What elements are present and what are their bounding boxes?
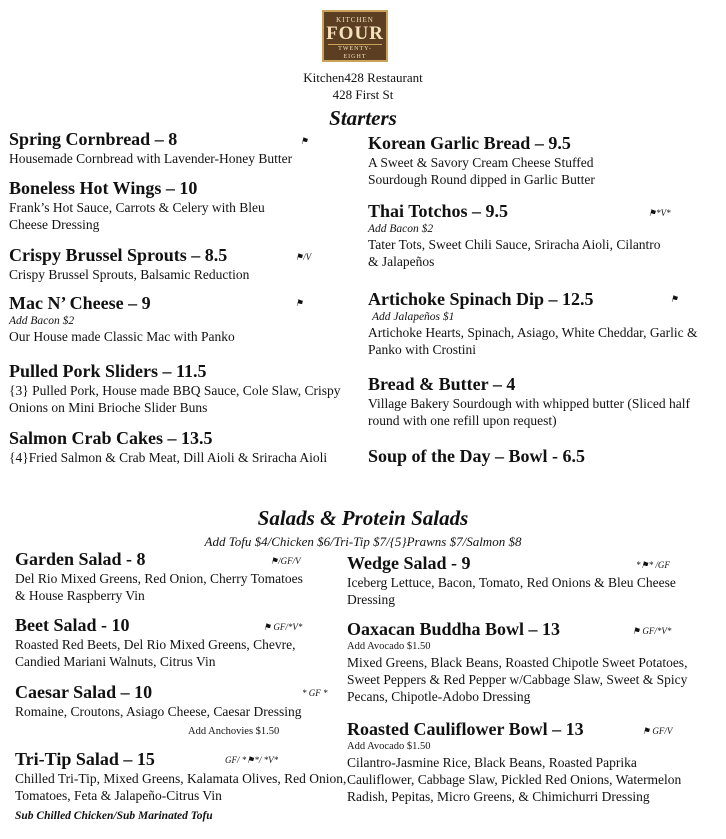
logo-main-text: FOUR: [326, 23, 384, 44]
menu-item: [15, 748, 355, 804]
menu-item: [368, 132, 708, 188]
item-name: Mac N’ Cheese – 9: [9, 293, 151, 313]
starters-heading: Starters: [329, 106, 397, 130]
dietary-tag: ⚑*V*: [648, 208, 671, 218]
item-name: Korean Garlic Bread – 9.5: [368, 133, 571, 153]
item-name: Garden Salad - 8: [15, 549, 146, 569]
item-name: Artichoke Spinach Dip – 12.5: [368, 289, 594, 309]
logo-bottom-text: TWENTY-EIGHT: [328, 44, 382, 61]
item-name: Salmon Crab Cakes – 13.5: [9, 428, 213, 448]
menu-item: [368, 445, 708, 467]
item-name: Wedge Salad - 9: [347, 553, 471, 573]
item-name: Caesar Salad – 10: [15, 682, 153, 702]
dietary-tag: * GF *: [302, 688, 328, 698]
item-description: A Sweet & Savory Cream Cheese Stuffed Sourdough Round dipped in Garlic Butter: [368, 155, 595, 187]
dietary-tag: ⚑: [295, 298, 304, 308]
item-addon: Add Bacon $2: [368, 223, 434, 235]
menu-item: [9, 427, 359, 466]
item-description: Chilled Tri-Tip, Mixed Greens, Kalamata Olives, Red Onion, Tomatoes, Feta & Jalapeño-Citrus Vin: [15, 771, 347, 803]
dietary-tag: ⚑: [300, 136, 309, 146]
dietary-tag: ⚑ GF/*V*: [263, 622, 303, 632]
item-name: Beet Salad - 10: [15, 615, 130, 635]
menu-item: [9, 292, 359, 345]
logo-top-text: KITCHEN: [336, 16, 374, 24]
menu-item: [368, 288, 708, 358]
item-description: Our House made Classic Mac with Panko: [9, 329, 235, 344]
item-description: Village Bakery Sourdough with whipped butter (Sliced half round with one refill upon request): [368, 396, 690, 428]
menu-item: [9, 177, 299, 233]
dietary-tag: *⚑* /GF: [636, 560, 670, 570]
dietary-tag: ⚑ GF/*V*: [632, 626, 672, 636]
item-addon: Add Bacon $2: [9, 315, 75, 327]
dietary-tag: ⚑ GF/V: [642, 726, 673, 736]
item-description: Tater Tots, Sweet Chili Sauce, Sriracha Aioli, Cilantro & Jalapeños: [368, 237, 661, 269]
item-name: Oaxacan Buddha Bowl – 13: [347, 619, 561, 639]
salad-substitution-note: Sub Chilled Chicken/Sub Marinated Tofu: [15, 810, 213, 822]
item-name: Bread & Butter – 4: [368, 374, 516, 394]
salads-heading: Salads & Protein Salads: [257, 506, 469, 530]
item-description: Iceberg Lettuce, Bacon, Tomato, Red Onions & Bleu Cheese Dressing: [347, 575, 676, 607]
restaurant-address: 428 First St: [332, 87, 394, 102]
item-description: Mixed Greens, Black Beans, Roasted Chipotle Sweet Potatoes, Sweet Peppers & Red Pepper w/Cabbage Slaw, Sweet & Spicy Pecans, Chipotle-Adobo Dressing: [347, 655, 688, 704]
item-addon: Add Avocado $1.50: [347, 741, 431, 752]
dietary-tag: ⚑: [670, 294, 679, 304]
restaurant-name: Kitchen428 Restaurant: [303, 70, 423, 85]
menu-item: [15, 681, 315, 720]
item-addon: Add Avocado $1.50: [347, 641, 431, 652]
item-addon: Add Jalapeños $1: [372, 311, 455, 323]
item-description: Del Rio Mixed Greens, Red Onion, Cherry Tomatoes & House Raspberry Vin: [15, 571, 303, 603]
dietary-tag: ⚑/V: [295, 252, 312, 262]
item-description: {4}Fried Salmon & Crab Meat, Dill Aioli & Sriracha Aioli: [9, 450, 328, 465]
item-addon: Add Anchovies $1.50: [188, 726, 280, 737]
restaurant-logo: [322, 10, 388, 62]
item-name: Soup of the Day – Bowl - 6.5: [368, 446, 586, 466]
item-name: Crispy Brussel Sprouts – 8.5: [9, 245, 228, 265]
item-description: Housemade Cornbread with Lavender-Honey Butter: [9, 151, 293, 166]
item-description: Crispy Brussel Sprouts, Balsamic Reduction: [9, 267, 250, 282]
dietary-tag: GF/ *⚑*/ *V*: [225, 755, 279, 765]
item-name: Thai Totchos – 9.5: [368, 201, 509, 221]
item-description: Romaine, Croutons, Asiago Cheese, Caesar Dressing: [15, 704, 302, 719]
item-description: Frank’s Hot Sauce, Carrots & Celery with Bleu Cheese Dressing: [9, 200, 265, 232]
salads-protein-addons: Add Tofu $4/Chicken $6/Tri-Tip $7/{5}Prawns $7/Salmon $8: [204, 534, 522, 549]
menu-item: [9, 244, 359, 283]
item-description: {3} Pulled Pork, House made BBQ Sauce, Cole Slaw, Crispy Onions on Mini Brioche Slider Buns: [9, 383, 341, 415]
menu-item: [9, 360, 344, 416]
item-name: Spring Cornbread – 8: [9, 129, 178, 149]
item-name: Tri-Tip Salad – 15: [15, 749, 155, 769]
item-description: Cilantro-Jasmine Rice, Black Beans, Roasted Paprika Cauliflower, Cabbage Slaw, Pickled Red Onions, Watermelon Radish, Pepitas, Micro Greens, & Chimichurri Dressing: [347, 755, 682, 804]
item-description: Roasted Red Beets, Del Rio Mixed Greens, Chevre, Candied Mariani Walnuts, Citrus Vin: [15, 637, 296, 669]
dietary-tag: ⚑/GF/V: [270, 556, 301, 566]
menu-item: [368, 373, 708, 429]
item-description: Artichoke Hearts, Spinach, Asiago, White Cheddar, Garlic & Panko with Crostini: [368, 325, 698, 357]
item-name: Pulled Pork Sliders – 11.5: [9, 361, 207, 381]
item-name: Boneless Hot Wings – 10: [9, 178, 198, 198]
menu-item: [9, 128, 359, 167]
item-name: Roasted Cauliflower Bowl – 13: [347, 719, 584, 739]
